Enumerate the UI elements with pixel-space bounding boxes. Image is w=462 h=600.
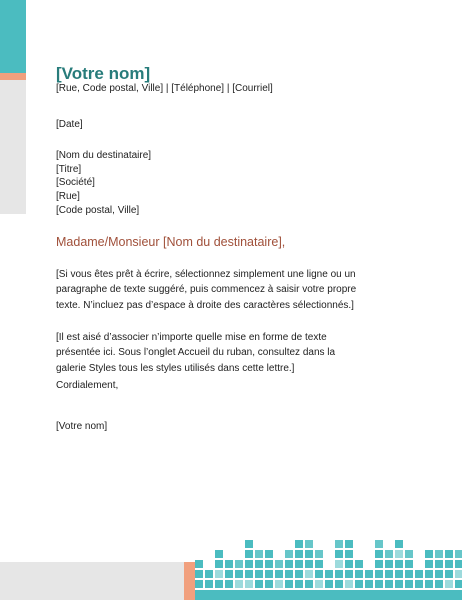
recipient-company: [Société] (56, 177, 95, 189)
sender-contact-line: [Rue, Code postal, Ville] | [Téléphone] | [Courriel] (56, 83, 273, 94)
pixel-square (245, 580, 253, 588)
pixel-square (285, 560, 293, 568)
pixel-square (345, 560, 353, 568)
pixel-square (225, 580, 233, 588)
pixel-square (255, 550, 263, 558)
pixel-square (365, 570, 373, 578)
recipient-block (56, 149, 151, 218)
pixel-square (345, 570, 353, 578)
left-teal-bar (0, 0, 26, 73)
pixel-square (385, 550, 393, 558)
pixel-square (295, 580, 303, 588)
closing: Cordialement, (56, 380, 119, 391)
left-accent-stripe (0, 73, 26, 80)
pixel-square (255, 570, 263, 578)
pixel-square (415, 580, 423, 588)
pixel-square (435, 580, 443, 588)
pixel-square (315, 550, 323, 558)
pixel-square (215, 570, 223, 578)
pixel-square (375, 570, 383, 578)
pixel-square (285, 550, 293, 558)
pixel-square (415, 570, 423, 578)
pixel-square (395, 560, 403, 568)
pixel-square (215, 550, 223, 558)
pixel-square (375, 580, 383, 588)
pixel-square (255, 580, 263, 588)
pixel-square (435, 570, 443, 578)
letter-date: [Date] (56, 119, 83, 130)
pixel-square (265, 550, 273, 558)
pixel-square (215, 560, 223, 568)
pixel-square (375, 540, 383, 548)
pixel-square (355, 570, 363, 578)
pixel-square (225, 560, 233, 568)
pixel-square (305, 580, 313, 588)
bottom-accent-stripe (184, 562, 195, 600)
pixel-square (355, 580, 363, 588)
pixel-square (265, 580, 273, 588)
pixel-square (405, 560, 413, 568)
pixel-square (245, 570, 253, 578)
pixel-square (385, 580, 393, 588)
pixel-square (455, 550, 462, 558)
decorative-pixel-pattern (195, 540, 462, 600)
pixel-square (305, 570, 313, 578)
pixel-square (345, 540, 353, 548)
pixel-square (295, 550, 303, 558)
pixel-square (335, 560, 343, 568)
pixel-square (285, 580, 293, 588)
recipient-title: [Titre] (56, 163, 82, 175)
pixel-square (425, 560, 433, 568)
pixel-square (335, 580, 343, 588)
body-paragraph-2: [Il est aisé d’associer n’importe quelle mise en forme de texte présentée ici. Sous l’onglet Accueil du ruban, consultez dans la galerie Styles tous les styles utilisés dans cette lettre.] (56, 332, 336, 374)
sender-name: [Votre nom] (56, 64, 151, 83)
pixel-square (305, 540, 313, 548)
pixel-square (245, 550, 253, 558)
pixel-square (305, 560, 313, 568)
recipient-city: [Code postal, Ville] (56, 204, 140, 216)
pixel-square (295, 570, 303, 578)
pixel-square (305, 550, 313, 558)
pixel-square (455, 560, 462, 568)
pixel-square (445, 570, 453, 578)
pixel-square (395, 570, 403, 578)
pixel-square (245, 540, 253, 548)
pixel-square (255, 560, 263, 568)
pixel-square (295, 560, 303, 568)
pixel-square (235, 560, 243, 568)
pixel-square (405, 580, 413, 588)
pixel-square (425, 570, 433, 578)
pixel-square (425, 580, 433, 588)
pixel-square (405, 570, 413, 578)
signature: [Votre nom] (56, 421, 108, 432)
pixel-square (285, 570, 293, 578)
salutation: Madame/Monsieur [Nom du destinataire], (56, 235, 286, 249)
pixel-square (335, 570, 343, 578)
pixel-square (325, 580, 333, 588)
pixel-square (445, 550, 453, 558)
pixel-square (445, 580, 453, 588)
pixel-square (355, 560, 363, 568)
pixel-square (395, 540, 403, 548)
pixel-band (195, 590, 462, 600)
pixel-square (245, 560, 253, 568)
pixel-square (335, 550, 343, 558)
pixel-square (275, 570, 283, 578)
pixel-square (435, 560, 443, 568)
pixel-square (265, 560, 273, 568)
recipient-name: [Nom du destinataire] (56, 150, 152, 161)
pixel-square (205, 570, 213, 578)
pixel-square (455, 570, 462, 578)
pixel-square (375, 560, 383, 568)
pixel-square (275, 580, 283, 588)
pixel-square (235, 580, 243, 588)
bottom-gray-band (0, 562, 184, 600)
pixel-square (325, 570, 333, 578)
pixel-square (265, 570, 273, 578)
pixel-square (385, 570, 393, 578)
pixel-square (275, 560, 283, 568)
pixel-square (425, 550, 433, 558)
pixel-square (345, 550, 353, 558)
pixel-square (195, 570, 203, 578)
pixel-square (435, 550, 443, 558)
pixel-square (225, 570, 233, 578)
pixel-square (235, 570, 243, 578)
pixel-square (455, 580, 462, 588)
pixel-square (315, 570, 323, 578)
pixel-square (365, 580, 373, 588)
pixel-square (315, 580, 323, 588)
body-paragraph-1: [Si vous êtes prêt à écrire, sélectionnez simplement une ligne ou un paragraphe de texte suggéré, puis commencez à saisir votre propre texte. N’incluez pas d’espace à droite des caractères sélectionnés.] (56, 269, 357, 311)
pixel-square (295, 540, 303, 548)
pixel-square (315, 560, 323, 568)
pixel-square (205, 580, 213, 588)
pixel-square (395, 550, 403, 558)
pixel-square (335, 540, 343, 548)
recipient-street: [Rue] (56, 191, 80, 203)
pixel-square (405, 550, 413, 558)
pixel-square (345, 580, 353, 588)
pixel-square (375, 550, 383, 558)
left-gray-bar (0, 80, 26, 214)
pixel-square (445, 560, 453, 568)
pixel-square (195, 560, 203, 568)
pixel-square (385, 560, 393, 568)
pixel-square (195, 580, 203, 588)
pixel-square (395, 580, 403, 588)
pixel-square (215, 580, 223, 588)
